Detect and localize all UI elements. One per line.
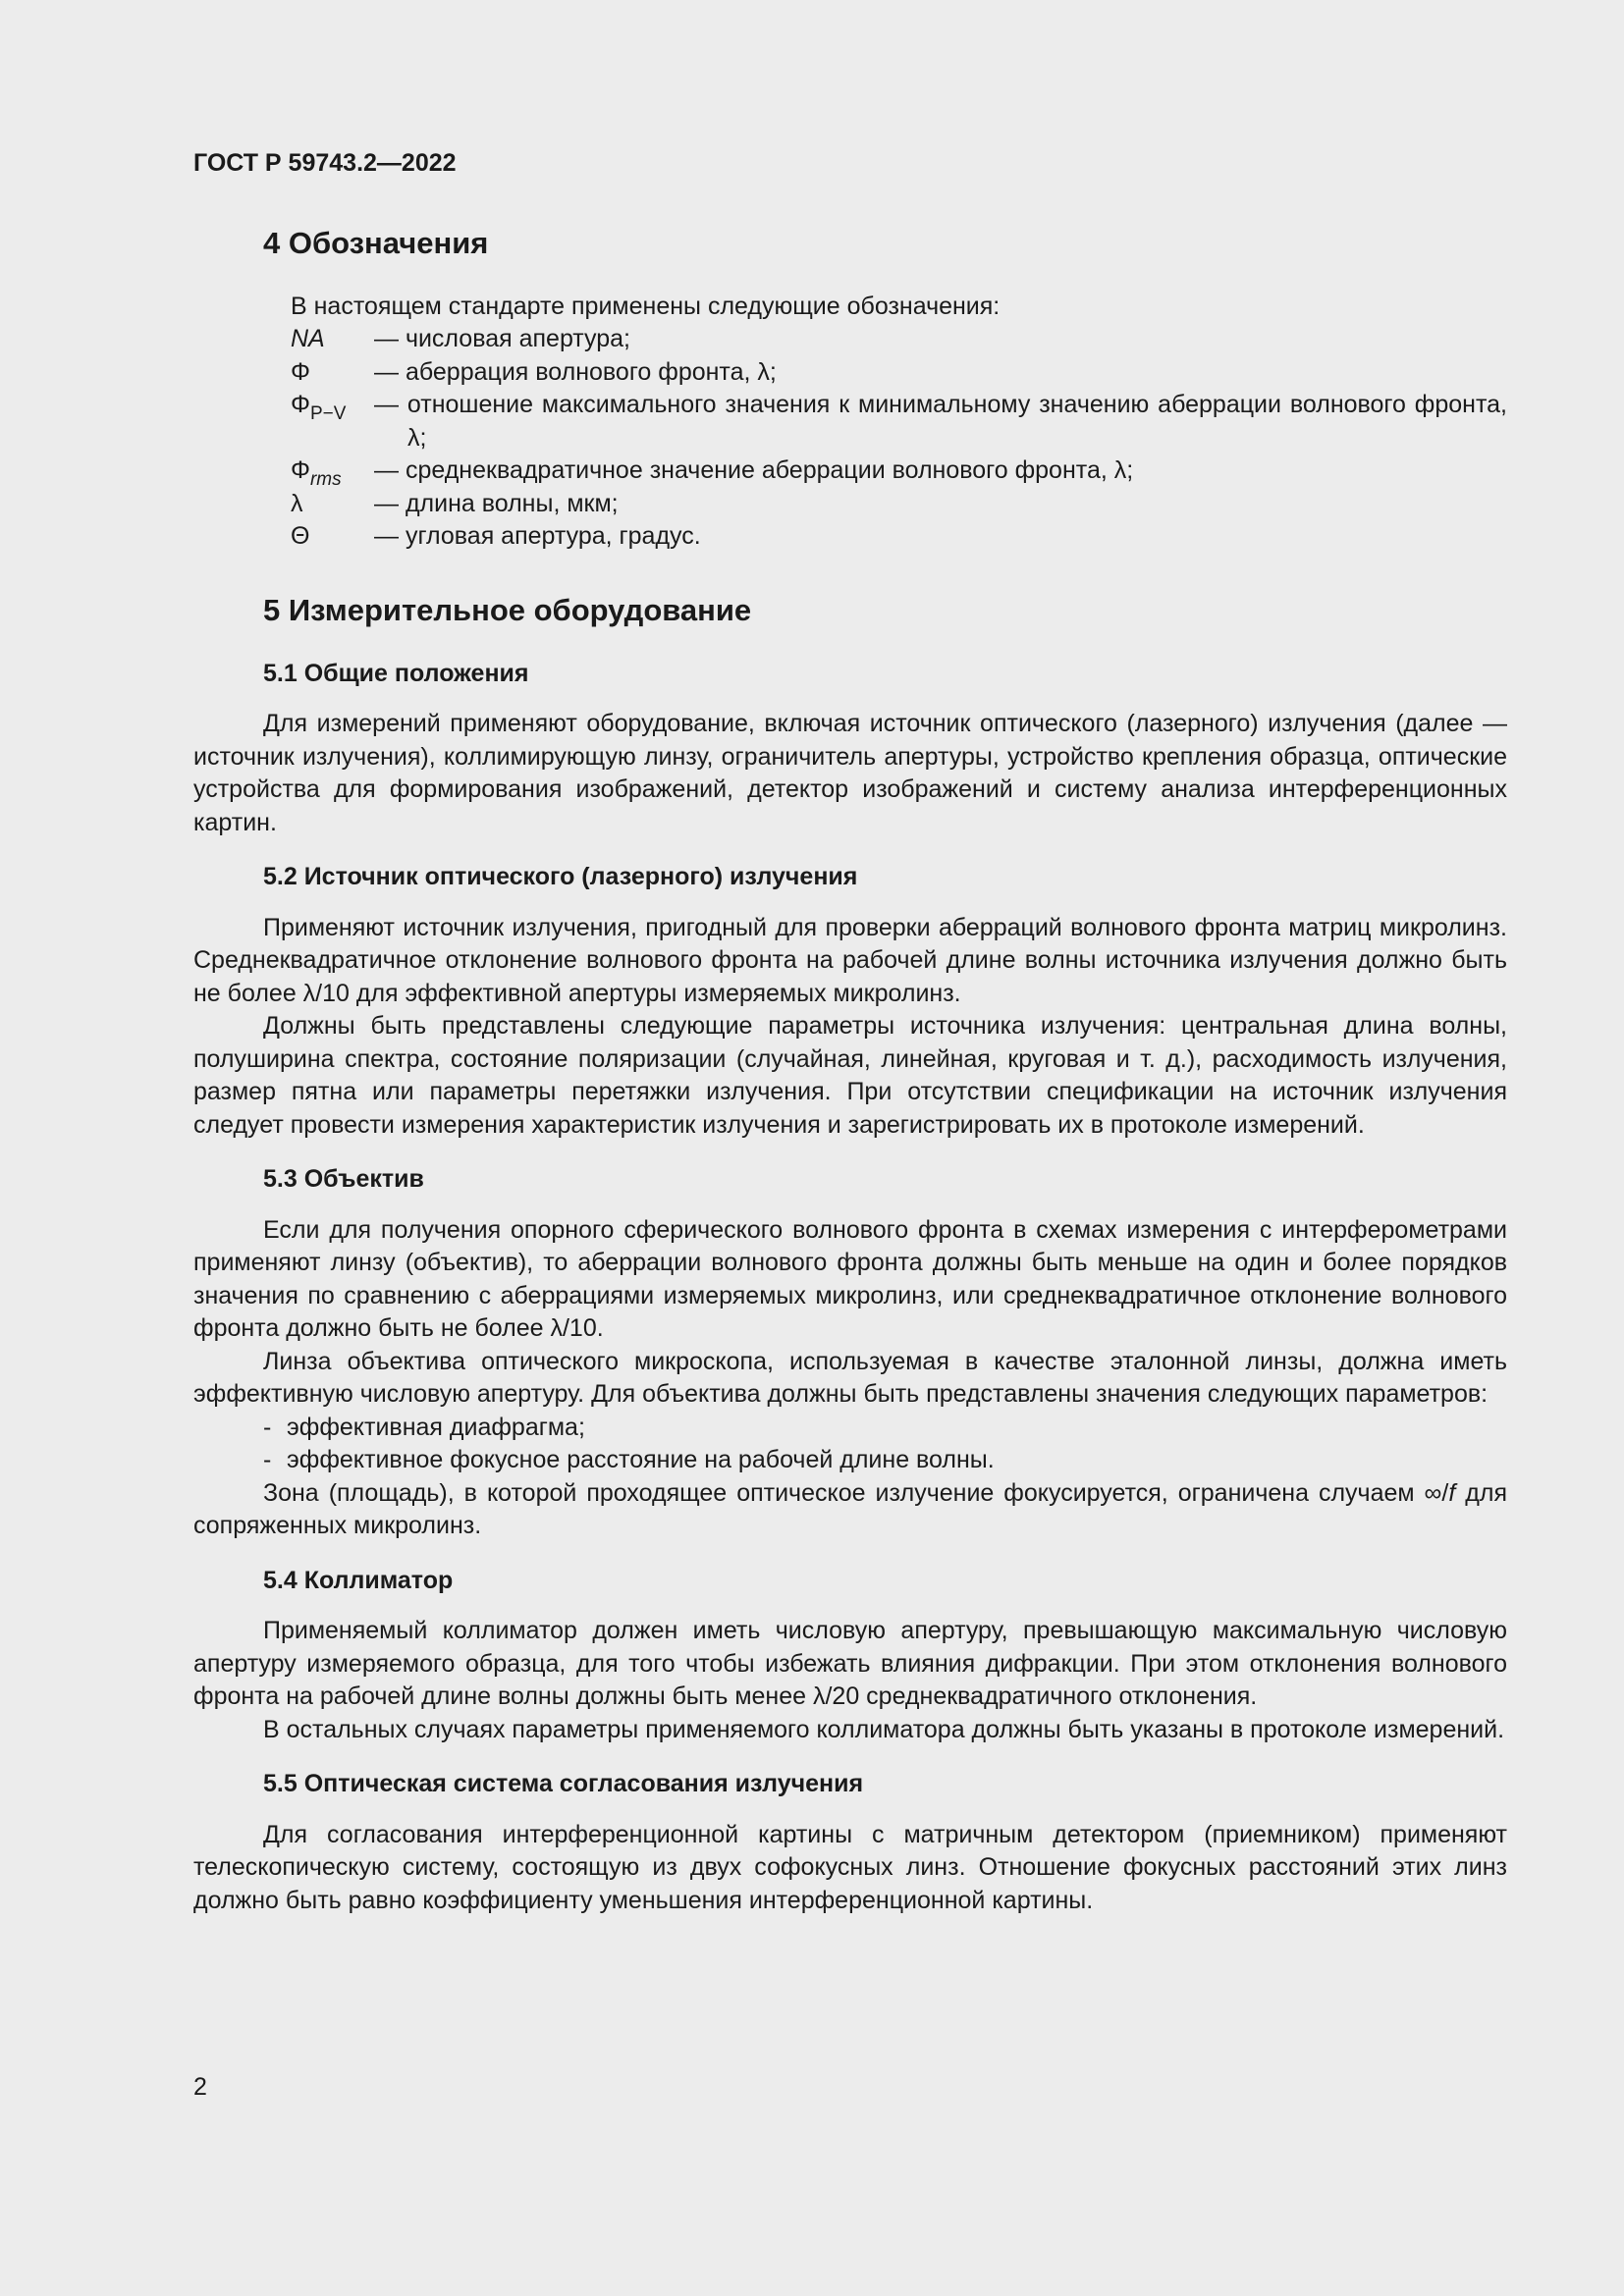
- list-marker: -: [263, 1413, 272, 1441]
- symbol: λ: [291, 489, 303, 517]
- symbol-definition: — угловая апертура, градус.: [374, 522, 701, 550]
- parameter-list: [263, 1412, 1507, 1477]
- list-item: - эффективное фокусное расстояние на рабочей длине волны.: [263, 1444, 1507, 1477]
- symbol: NA: [291, 325, 325, 352]
- symbol-row-phi-rms: [291, 454, 1507, 488]
- subsection-5-4-heading: 5.4 Коллиматор: [263, 1566, 454, 1594]
- symbol-definition: — числовая апертура;: [374, 325, 630, 352]
- subsection-5-3: [193, 1163, 1507, 1543]
- page-number: 2: [193, 2073, 207, 2101]
- subsection-5-1: [193, 658, 1507, 840]
- paragraph: Для согласования интерференционной картины с матричным детектором (приемником) применяют телескопическую систему, состоящую из двух софокусных линз. Отношение фокусных расстояний этих линз должно быть равно коэффициенту уменьшения интерференционной картины.: [193, 1820, 1507, 1914]
- subsection-5-2: [193, 861, 1507, 1142]
- symbol-row-lambda: [291, 488, 1507, 521]
- symbols-list: [291, 323, 1507, 554]
- subsection-5-4: [193, 1565, 1507, 1747]
- paragraph: Применяют источник излучения, пригодный для проверки аберраций волнового фронта матриц микролинз. Среднеквадратичное отклонение волнового фронта на рабочей длине волны источника излучения должно быть не более λ/10 для эффективной апертуры измеряемых микролинз.: [193, 913, 1507, 1007]
- paragraph: Для измерений применяют оборудование, включая источник оптического (лазерного) излучения (далее — источник излучения), коллимирующую линзу, ограничитель апертуры, устройство крепления образца, оптические устройства для формирования изображений, детектор изображений и систему анализа интерференционных картин.: [193, 710, 1507, 836]
- paragraph: Должны быть представлены следующие параметры источника излучения: центральная длина волны, полуширина спектра, состояние поляризации (случайная, линейная, круговая и т. д.), расходимость излучения, размер пятна или параметры перетяжки излучения. При отсутствии спецификации на источник излучения следует провести измерения характеристик излучения и зарегистрировать их в протоколе измерений.: [193, 1012, 1507, 1139]
- section-5-heading: 5 Измерительное оборудование: [263, 592, 752, 627]
- symbol: $\Phi_{rms}$: [291, 456, 342, 490]
- section-4-heading: 4 Обозначения: [263, 225, 489, 260]
- symbol-definition: — аберрация волнового фронта, λ;: [374, 357, 777, 386]
- subsection-5-5: [193, 1768, 1507, 1917]
- section-4-intro: В настоящем стандарте применены следующие обозначения:: [291, 292, 1001, 320]
- symbol: $\Phi_{P-V}$: [291, 391, 347, 424]
- subsection-5-1-heading: 5.1 Общие положения: [263, 659, 529, 687]
- symbol-row-theta: [291, 520, 1507, 554]
- paragraph: Если для получения опорного сферического волнового фронта в схемах измерения с интерферометрами применяют линзу (объектив), то аберрации волнового фронта должны быть меньше на один и более порядков значения по сравнению с аберрациями измеряемых микролинз, или среднеквадратичное отклонение волнового фронта должно быть не более λ/10.: [193, 1215, 1507, 1342]
- document-page: [193, 147, 1507, 1939]
- symbol-row-na: [291, 323, 1507, 356]
- symbol-row-phi: [291, 356, 1507, 390]
- subsection-5-5-heading: 5.5 Оптическая система согласования излучения: [263, 1770, 864, 1797]
- symbol-definition: — среднеквадратичное значение аберрации волнового фронта, λ;: [374, 456, 1134, 484]
- paragraph: Применяемый коллиматор должен иметь числовую апертуру, превышающую максимальную числовую апертуру измеряемого образца, для того чтобы избежать влияния дифракции. При этом отклонения волнового фронта на рабочей длине волны должны быть менее λ/20 среднеквадратичного отклонения.: [193, 1617, 1507, 1710]
- list-marker: -: [263, 1446, 272, 1473]
- symbol-row-phi-pv: [291, 389, 1507, 454]
- symbol: Θ: [291, 522, 310, 550]
- document-header: ГОСТ Р 59743.2—2022: [193, 149, 457, 177]
- subsection-5-2-heading: 5.2 Источник оптического (лазерного) излучения: [263, 863, 858, 890]
- symbol-definition: — длина волны, мкм;: [374, 489, 619, 517]
- subsection-5-3-heading: 5.3 Объектив: [263, 1165, 424, 1193]
- list-item: - эффективная диафрагма;: [263, 1412, 1507, 1445]
- symbol: Φ: [291, 357, 310, 386]
- paragraph: Зона (площадь), в которой проходящее оптическое излучение фокусируется, ограничена случаем ∞/f для сопряженных микролинз.: [193, 1478, 1507, 1539]
- symbol-definition: — отношение максимального значения к минимальному значению аберрации волнового фронта, λ;: [374, 391, 1507, 452]
- paragraph: В остальных случаях параметры применяемого коллиматора должны быть указаны в протоколе измерений.: [263, 1715, 1505, 1743]
- paragraph: Линза объектива оптического микроскопа, используемая в качестве эталонной линзы, должна иметь эффективную числовую апертуру. Для объектива должны быть представлены значения следующих параметров:: [193, 1347, 1507, 1408]
